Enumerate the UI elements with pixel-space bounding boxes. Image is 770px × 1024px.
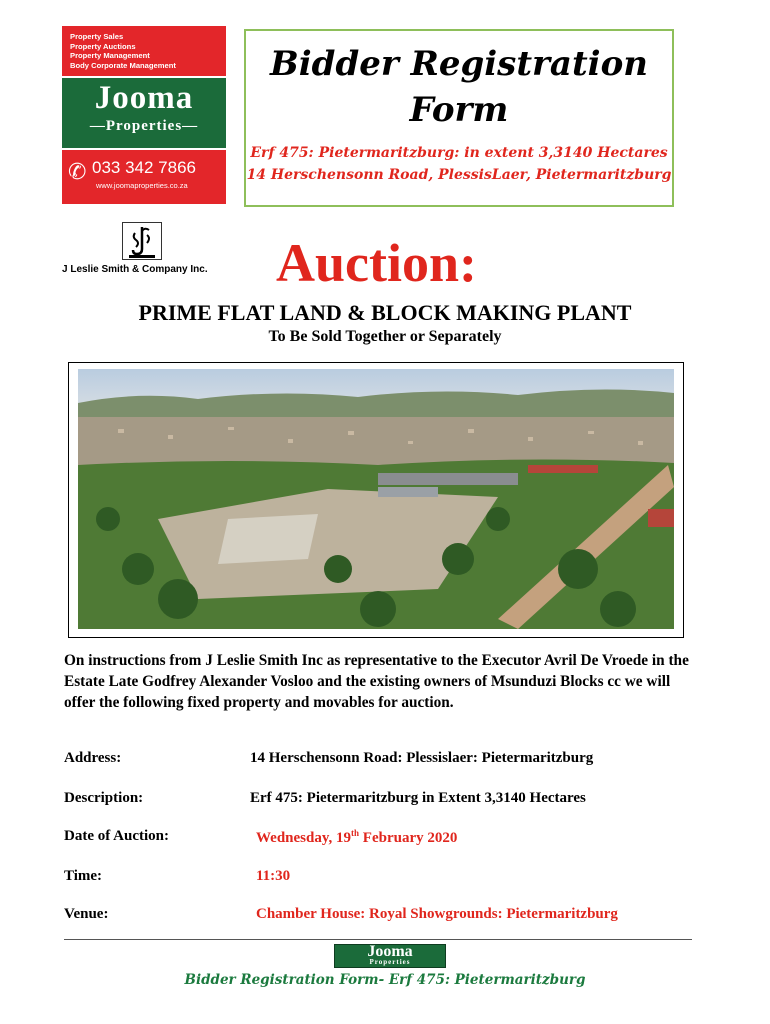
time-value: 11:30 — [256, 868, 291, 884]
service-item: Property Management — [70, 51, 150, 60]
footer-text: Bidder Registration Form- Erf 475: Pietermaritzburg — [184, 972, 586, 988]
jls-company-name: J Leslie Smith & Company Inc. — [62, 264, 208, 275]
footer-logo-subtitle: Properties — [369, 958, 411, 966]
jooma-phone-number: 033 342 7866 — [92, 158, 196, 177]
date-label: Date of Auction: — [64, 828, 169, 844]
aerial-property-photo — [78, 369, 674, 629]
date-ordinal: th — [351, 828, 360, 838]
footer-jooma-logo — [334, 944, 446, 968]
service-item: Property Auctions — [70, 41, 136, 51]
footer-divider — [64, 939, 692, 940]
jooma-contact-panel — [62, 150, 226, 204]
jooma-wordmark: Jooma — [94, 80, 194, 116]
jooma-subtitle: —Properties— — [89, 118, 199, 134]
date-value-day: Wednesday, 19 — [256, 830, 352, 846]
description-value: Erf 475: Pietermaritzburg in Extent 3,3140 Hectares — [250, 790, 586, 806]
address-value: 14 Herschensonn Road: Plessislaer: Pietermaritzburg — [250, 750, 594, 766]
footer-logo-wordmark: Jooma — [367, 943, 413, 960]
property-photo-frame — [68, 362, 684, 638]
address-label: Address: — [64, 750, 122, 766]
erf-address-line: 14 Herschensonn Road, PlessisLaer, Pietermaritzburg — [246, 167, 672, 183]
service-item: Body Corporate Management — [70, 60, 176, 70]
jooma-properties-logo — [62, 26, 226, 204]
auction-instructions: On instructions from J Leslie Smith Inc as representative to the Executor Avril De Vroede in the Estate Late Godfrey Alexander Vosloo and the existing owners of Msunduzi Blocks cc we will offer the following fixed property and movables for auction. — [64, 652, 689, 711]
services-list — [62, 26, 226, 70]
date-value — [256, 828, 457, 847]
description-label: Description: — [64, 790, 144, 806]
venue-value: Chamber House: Royal Showgrounds: Pietermaritzburg — [256, 906, 618, 922]
jooma-website: www.joomaproperties.co.za — [96, 181, 188, 190]
title-box — [244, 29, 674, 207]
service-item: Property Sales — [70, 32, 124, 41]
erf-extent-line: Erf 475: Pietermaritzburg: in extent 3,3140 Hectares — [250, 145, 668, 161]
date-value-month: February 2020 — [359, 830, 458, 846]
jooma-services-banner — [62, 26, 226, 76]
phone-icon: ✆ — [68, 159, 87, 184]
auction-title: Auction: — [276, 233, 477, 293]
property-subheading: To Be Sold Together or Separately — [268, 328, 502, 345]
time-label: Time: — [64, 868, 103, 884]
property-heading: PRIME FLAT LAND & BLOCK MAKING PLANT — [138, 300, 632, 325]
venue-label: Venue: — [64, 906, 109, 922]
jooma-wordmark-panel — [62, 78, 226, 148]
form-title: Bidder Registration Form — [270, 44, 648, 130]
jls-emblem-icon — [122, 222, 162, 260]
